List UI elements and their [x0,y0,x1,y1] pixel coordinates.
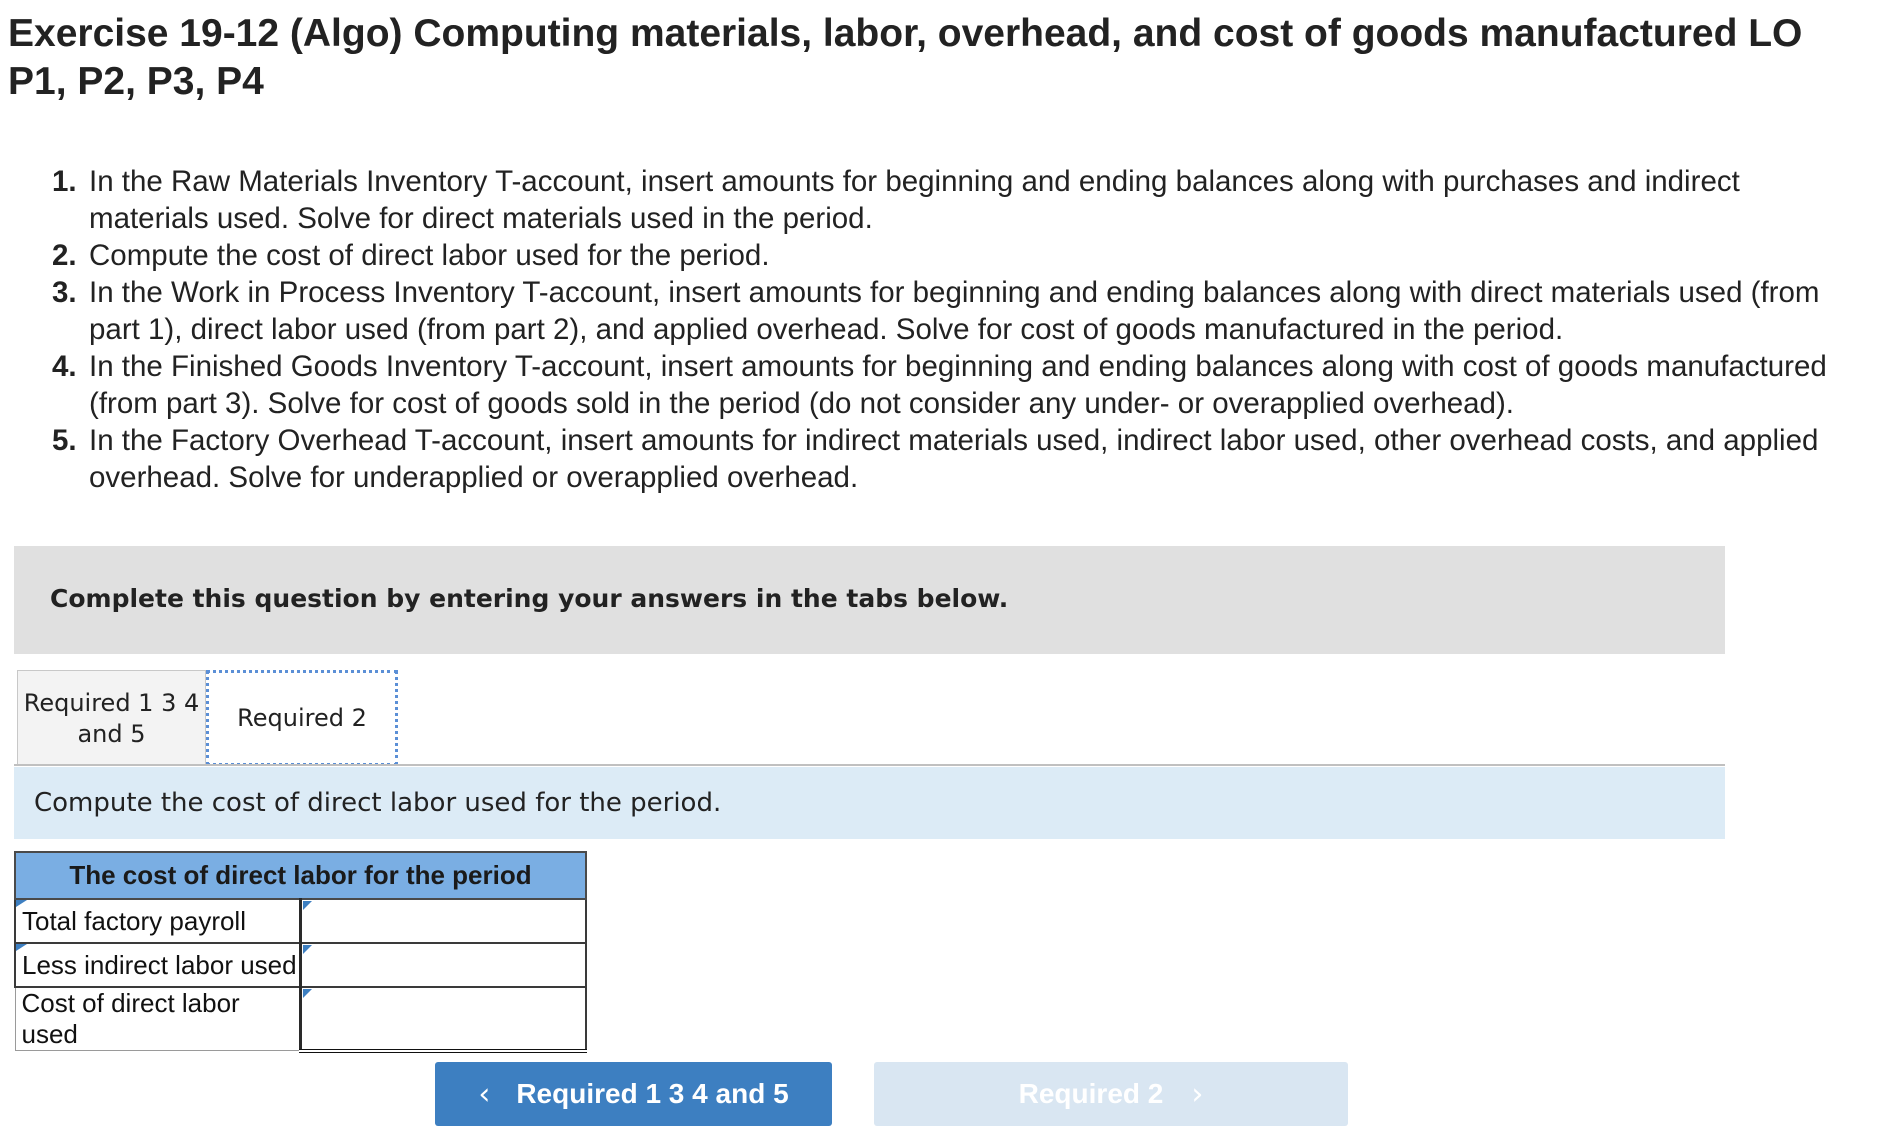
table-row [15,899,586,943]
instruction-item-2 [52,237,1862,274]
row-label: Less indirect labor used [22,949,297,980]
tab-label-line-1: Required 1 3 4 [23,688,200,717]
next-button-label: Required 2 [1018,1078,1164,1109]
row-label-cell[interactable] [15,943,301,987]
instruction-text: In the Raw Materials Inventory T-account, insert amounts for beginning and ending balances along with purchases and indirect materials used. Solve for direct materials used in the period. [89,165,1740,235]
tab-label: Required 2 [237,703,367,732]
instruction-number: 4. [52,350,77,383]
exercise-title: Exercise 19-12 (Algo) Computing materials, labor, overhead, and cost of goods manufactured LO P1, P2, P3, P4 [8,12,1803,103]
instruction-item-5 [52,422,1862,496]
instruction-item-1 [52,163,1862,237]
entry-marker-icon [16,900,27,914]
instruction-number: 2. [52,239,77,272]
table-header: The cost of direct labor for the period [15,852,586,899]
row-label: Cost of direct labor used [21,988,240,1049]
instruction-text: In the Factory Overhead T-account, insert amounts for indirect materials used, indirect labor used, other overhead costs, and applied overhead. Solve for underapplied or overapplied overhead. [89,424,1819,494]
question-prompt [14,767,1725,839]
tab-required-1-3-4-and-5[interactable] [17,670,206,766]
instruction-item-3 [52,274,1862,348]
prompt-text: Compute the cost of direct labor used for the period. [34,788,722,818]
previous-button-label: Required 1 3 4 and 5 [516,1078,789,1109]
total-factory-payroll-input[interactable] [302,900,585,942]
tab-label-line-2: and 5 [77,719,146,748]
row-label-cell [15,987,301,1051]
direct-labor-table [14,851,587,1053]
instructions-list [52,163,1862,496]
row-label-cell[interactable] [15,899,301,943]
instruction-text: Compute the cost of direct labor used for the period. [89,239,770,272]
banner-text: Complete this question by entering your answers in the tabs below. [50,584,1009,613]
amount-cell[interactable] [301,899,587,943]
chevron-right-icon: › [1191,1076,1204,1112]
entry-marker-icon [16,944,27,958]
table-row [15,987,586,1051]
instruction-number: 1. [52,165,77,198]
instruction-number: 3. [52,276,77,309]
instruction-text: In the Finished Goods Inventory T-account, insert amounts for beginning and ending balances along with cost of goods manufactured (from part 3). Solve for cost of goods sold in the period (do not consider any under- or overapplied overhead). [89,350,1827,420]
tab-divider [14,764,1725,766]
previous-required-button[interactable] [435,1062,832,1126]
instruction-text: In the Work in Process Inventory T-account, insert amounts for beginning and ending balances along with direct materials used (from part 1), direct labor used (from part 2), and applied overhead. Solve for cost of goods manufactured in the period. [89,276,1820,346]
row-label: Total factory payroll [22,905,246,936]
next-required-button[interactable] [874,1062,1348,1126]
table-header-row [15,852,586,899]
amount-cell[interactable] [301,987,587,1051]
chevron-left-icon: ‹ [478,1076,491,1112]
amount-cell[interactable] [301,943,587,987]
tab-required-2[interactable] [206,670,398,766]
direct-labor-cost-input[interactable] [302,988,585,1049]
table-row [15,943,586,987]
tab-label [24,688,200,750]
instructions-banner [14,546,1725,654]
indirect-labor-input[interactable] [302,944,585,986]
instruction-number: 5. [52,424,77,457]
instruction-item-4 [52,348,1862,422]
